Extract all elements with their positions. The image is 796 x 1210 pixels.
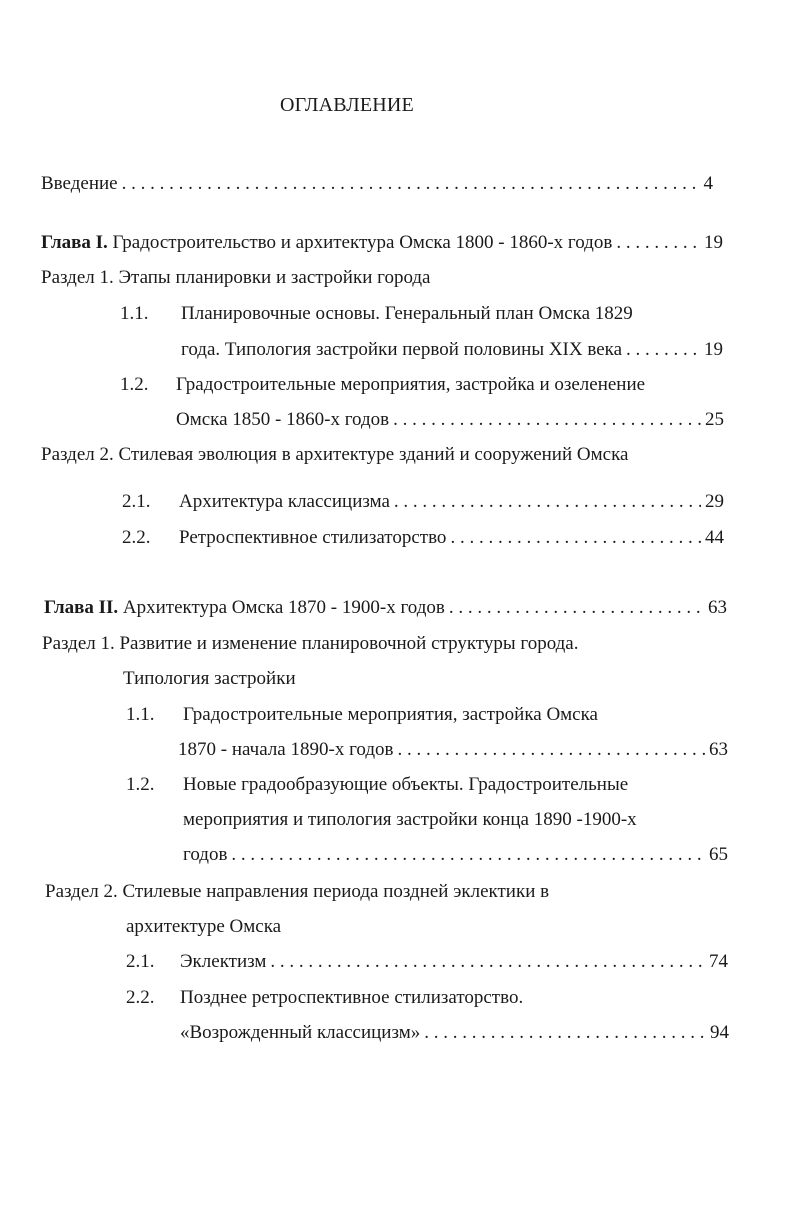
item-number: 2.2. [122,527,151,548]
dot-leader [394,490,701,514]
toc-entry-2-2 [179,526,724,550]
item-text-line: Эклектизм [180,951,267,972]
chapter-label: Глава II. [44,597,119,618]
chapter-label: Глава I. [41,232,108,253]
toc-section-title: Раздел 1. Этапы планировки и застройки города [41,267,431,288]
item-text-line: мероприятия и типология застройки конца 1890 -1900-х [183,809,637,830]
item-text-line: 1870 - начала 1890-х годов [178,739,394,760]
entry-page: 94 [710,1022,729,1043]
entry-page: 19 [704,339,723,360]
toc-entry-1-1 [181,338,723,362]
dot-leader [270,950,705,974]
entry-page: 63 [709,739,728,760]
entry-page: 4 [703,173,713,194]
item-text-line: Архитектура классицизма [179,491,390,512]
toc-entry-2-2-1 [180,950,728,974]
item-text-line: Градостроительные мероприятия, застройка и озеленение [176,374,646,395]
toc-chapter-1 [41,231,723,255]
dot-leader [393,408,701,432]
item-number: 2.1. [122,491,151,512]
dot-leader [626,338,700,362]
item-text-line: года. Типология застройки первой половины XIX века [181,339,623,360]
toc-section-title-cont: Типология застройки [123,668,296,689]
dot-leader [231,843,705,867]
toc-section-title: Раздел 2. Стилевые направления периода поздней эклектики в [45,881,550,902]
toc-entry-2-1-2 [183,843,728,867]
entry-page: 44 [705,527,724,548]
dot-leader [122,172,700,196]
chapter-heading [44,596,445,620]
toc-entry-2-1 [179,490,724,514]
toc-chapter-2 [44,596,727,620]
item-number: 1.1. [126,704,155,725]
item-text-line: Ретроспективное стилизаторство [179,527,447,548]
dot-leader [450,526,701,550]
toc-entry-intro [41,172,713,196]
item-number: 1.2. [120,374,149,395]
dot-leader [397,738,705,762]
toc-entry-2-1-1 [178,738,728,762]
toc-section-title-cont: архитектуре Омска [126,916,282,937]
item-text-line: Позднее ретроспективное стилизаторство. [180,987,524,1008]
toc-entry-1-2 [176,408,724,432]
dot-leader [616,231,700,255]
chapter-title: Градостроительство и архитектура Омска 1800 - 1860-х годов [112,232,613,253]
toc-entry-2-2-2 [180,1021,729,1045]
entry-page: 65 [709,844,728,865]
item-text-line: Планировочные основы. Генеральный план Омска 1829 [181,303,633,324]
entry-label: Введение [41,173,118,194]
dot-leader [424,1021,706,1045]
page-title: ОГЛАВЛЕНИЕ [280,94,414,116]
item-number: 1.1. [120,303,149,324]
toc-section-title: Раздел 2. Стилевая эволюция в архитектуре зданий и сооружений Омска [41,444,629,465]
item-text-line: Градостроительные мероприятия, застройка Омска [183,704,598,725]
entry-page: 19 [704,232,723,253]
entry-page: 63 [708,597,727,618]
entry-page: 74 [709,951,728,972]
item-text-line: «Возрожденный классицизм» [180,1022,421,1043]
entry-page: 25 [705,409,724,430]
item-number: 2.1. [126,951,155,972]
dot-leader [449,596,704,620]
entry-page: 29 [705,491,724,512]
item-text-line: годов [183,844,228,865]
item-text-line: Новые градообразующие объекты. Градостроительные [183,774,629,795]
toc-section-title: Раздел 1. Развитие и изменение планировочной структуры города. [42,633,579,654]
item-number: 1.2. [126,774,155,795]
chapter-heading [41,231,612,255]
item-number: 2.2. [126,987,155,1008]
chapter-title: Архитектура Омска 1870 - 1900-х годов [122,597,445,618]
item-text-line: Омска 1850 - 1860-х годов [176,409,390,430]
